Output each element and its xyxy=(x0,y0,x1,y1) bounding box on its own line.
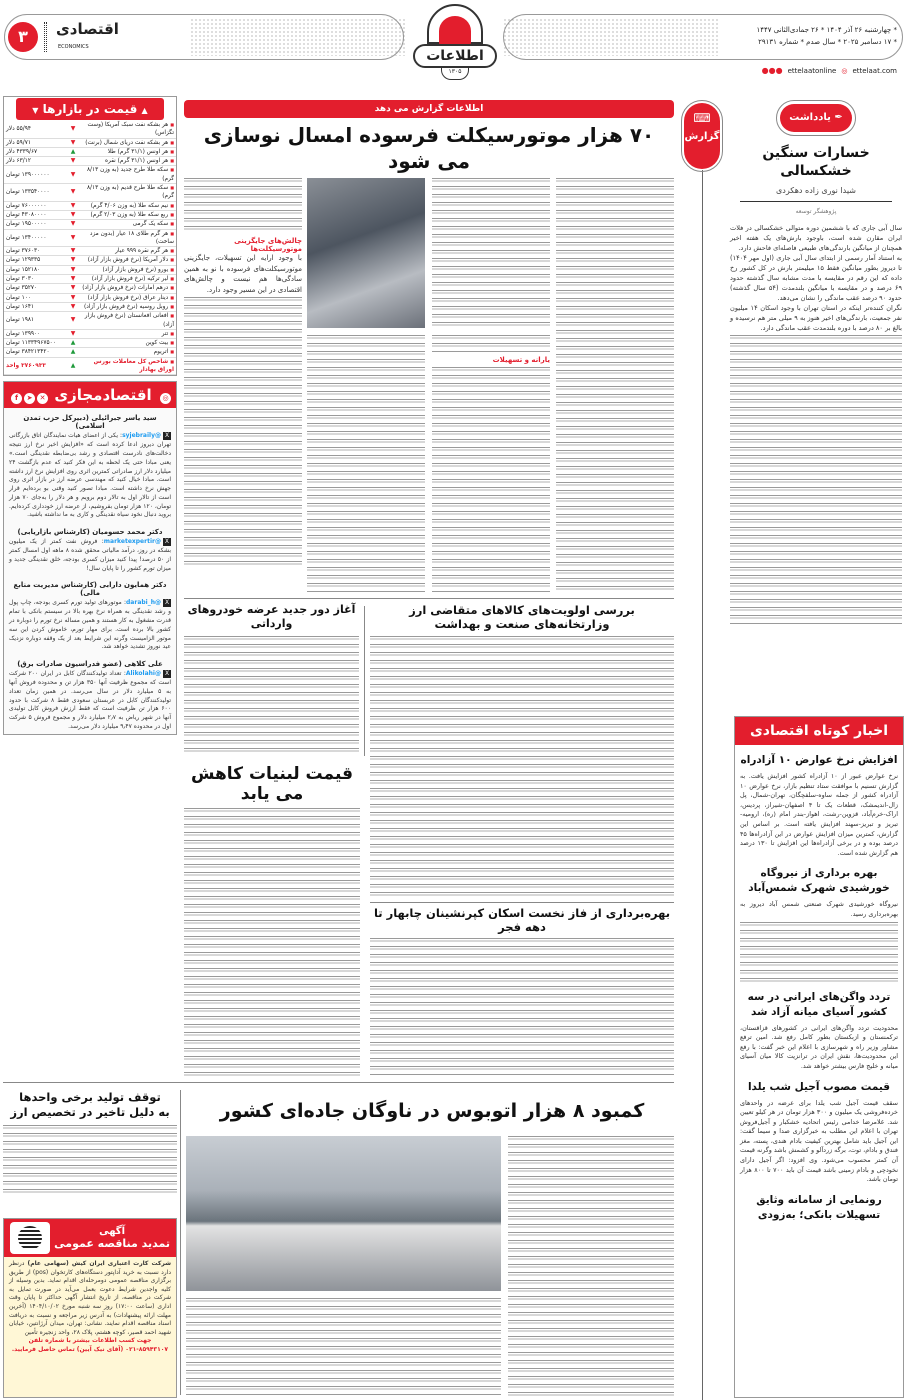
article-headline-bus xyxy=(190,1088,674,1134)
price-row xyxy=(4,230,176,248)
price-value: ۱۶۴۱ تومان xyxy=(6,303,35,310)
price-table xyxy=(4,121,176,375)
post-text: موتورهای تولید تورم کسری بودجه، چاپ پول و رشد نقدینگی به همراه نرخ بهره بالا در سیستم بانکی با تمام قدرت مشغول به کار هستند و همین مساله نرخ تورم را دوباره در کشور بالا برده است. برای مهار تورم، خاموش کردن این سه موتور الزامیست وگرنه این شرایط بعد از یک وقفه دوباره نزدیک عید نوروز تشدید خواهد شد. xyxy=(9,599,171,651)
price-item-name: ■ هر گرم نقره ۹۹۹ عیار xyxy=(78,247,174,255)
price-row xyxy=(4,184,176,202)
company-logo xyxy=(10,1222,50,1254)
market-prices-title xyxy=(16,98,164,120)
date-line: * چهارشنبه ۲۶ آذر ۱۴۰۴ * ۲۶ جمادی‌الثانی ۱۴۴۷ xyxy=(756,26,897,34)
brief-text: سقف قیمت آجیل شب یلدا برای عرضه در واحدهای خرده‌فروشی یک میلیون و ۳۰۰ هزار تومان در هر کیلو تعیین شد. غلامرضا خدامی رئیس اتحادیه خشکبار و آجیل‌فروش تهران با اعلام این مطلب به خبرگزاری صدا و سیما گفت: این آجیل باید شامل بهترین کیفیت بادام هندی، پسته، مغز فندق و بادام، توت، برگه زردآلو و کشمش باشد وگرنه قیمت آن کمتر محسوب می‌شود. وی افزود: اگر آجیل دارای نخودچی و بادام زمینی باشد قیمت آن باید ۷۰۰ تا ۸۰۰ هزار تومان باشد. xyxy=(740,1098,899,1184)
arrow-down-icon: ▼ xyxy=(32,106,39,115)
article-body xyxy=(370,636,674,896)
divider xyxy=(44,22,47,52)
editorial-paragraph: نگران کننده‌تر اینکه در استان تهران با وجود اسکان ۱۴ میلیون نفر جمعیت، بارندگی‌های اخیر هنوز به ۹ میلی متر هم نرسیده و بالغ بر ۸۰ درصد با دوره بلندمدت عقب ماندگی دارد. xyxy=(730,304,902,332)
price-value: ۱۹۵۰۰۰۰۰ تومان xyxy=(6,221,47,228)
briefs-list xyxy=(735,745,903,1235)
price-item-name: ■ دینار عراق (نرخ فروش بازار آزاد) xyxy=(78,294,174,302)
price-row xyxy=(4,358,176,376)
telegram-icon: ●●● xyxy=(761,66,783,75)
editorial-paragraph: به استناد آمار رسمی از ابتدای سال آبی جاری (اول مهر ۱۴۰۴) تا دیروز بطور میانگین فقط ۱۵ میلیمتر بارش در کل کشور رخ داده که این رقم در مقایسه با مدت مشابه سال گذشته حدود ۶۹ درصد و در مقایسه با میانگین بلندمدت (۵۴ سال گذشته) حدود ۹۰ درصد عقب ماندگی را نشان می‌دهد. xyxy=(730,254,903,302)
economic-briefs-box xyxy=(734,716,904,1398)
section-title-en: ECONOMICS xyxy=(58,44,89,50)
price-item-name: ■ هر اونس (۳۱/۱ گرم) نقره xyxy=(78,157,174,165)
lead-subheading: چالش‌های جایگزینی موتورسیکلت‌ها xyxy=(234,237,302,253)
ad-body: درنظر دارد نسبت به خرید آداپتور دستگاه‌های کارتخوان (pos) از طریق برگزاری مناقصه عمومی دومرحله‌ای اقدام نماید. بدین وسیله از کلیه واجدین شرایط دعوت بعمل می‌آید در صورت تمایل به شرکت در مناقصه، از تاریخ انتشار آگهی حداکثر تا پایان وقت اداری (ساعت ۱۷:۰۰) روز سه شنبه مورخ ۱۴۰۴/۱۰/۰۲ (آخرین مهلت ارائه پیشنهادات) به آدرس زیر مراجعه و نسبت به دریافت اسناد مناقصه اقدام نمایند. نشانی: تهران، میدان آرژانتین، خیابان شهید احمد قصیر، کوچه هشتم، پلاک ۲۸، واحد زنجیره تأمین xyxy=(9,1260,171,1336)
arrow-down-icon: ▼ xyxy=(70,210,76,218)
editorial-paragraph: سال آبی جاری که با ششمین دوره متوالی خشکسالی در فلات ایران مقارن شده است، باوجود بارش‌های یک هفته اخیر همچنان از میانگین بارندگی‌های طبیعی فاصله‌ای فاحش دارد. xyxy=(730,224,902,252)
price-value: ۱۲۹۳۳۵ تومان xyxy=(6,257,41,264)
price-value: ۴۳۳۹/۶۷ دلار xyxy=(6,148,38,155)
price-item-name: ■ افغانی افغانستان (نرخ فروش بازار آزاد) xyxy=(78,312,174,329)
price-item-name: ■ لیر ترکیه (نرخ فروش بازار آزاد) xyxy=(78,275,174,283)
column-rule xyxy=(702,170,703,1400)
social-post: دکتر محمد حسومیان (کارشناس بازاریابی) X@marketexpertir: فروش نفت کمتر از یک میلیون بشکه در روز، درآمد مالیاتی محقق شده ۸ ماهه اول امسال کمتر از ۵۰ درصد! پیدا کنید میزان کسری بودجه، خلق نقدینگی جدید و میزان تورم کشور را تا پایان سال! xyxy=(9,528,172,572)
price-value: ۳۵۲۷۰ تومان xyxy=(6,285,38,292)
market-prices-box xyxy=(3,96,177,376)
lead-paragraph: با وجود ارایه این تسهیلات، جایگزینی موتورسیکلت‌های فرسوده با نو به همین سادگی‌ها هم نیست و چالش‌های اقتصادی در این مسیر وجود دارد. xyxy=(184,254,302,294)
price-item-name: ■ نیم سکه طلا (به وزن ۴/۰۶ گرم) xyxy=(78,202,174,210)
price-value: ۱۳۹۰۰۰۰۰۰ تومان xyxy=(6,171,50,178)
arrow-down-icon: ▼ xyxy=(70,201,76,209)
price-row xyxy=(4,166,176,184)
arrow-down-icon: ▼ xyxy=(70,157,76,165)
price-row xyxy=(4,247,176,256)
arrow-down-icon: ▼ xyxy=(70,293,76,301)
price-item-name: ■ روبل روسیه (نرخ فروش بازار آزاد) xyxy=(78,303,174,311)
logo-year: ۱۳۰۵ xyxy=(441,68,469,80)
post-author: سید یاسر جبرائیلی (دبیرکل حزب تمدن اسلامی) xyxy=(23,414,157,431)
price-value: ۱۳۹۹۰۰ تومان xyxy=(6,330,41,337)
masthead-pattern xyxy=(503,18,718,56)
social-posts xyxy=(4,408,176,734)
web-links xyxy=(762,66,897,75)
price-row xyxy=(4,266,176,275)
price-value: ۱۹۸۱ تومان xyxy=(6,317,35,324)
price-row xyxy=(4,148,176,157)
lead-kicker: اطلاعات گزارش می دهد xyxy=(184,100,674,118)
social-box-title: اقتصادمجازی xyxy=(54,386,152,405)
arrow-up-icon: ▲ xyxy=(141,106,148,115)
market-prices-title-text: قیمت در بازارها xyxy=(42,102,138,116)
lead-body-col xyxy=(432,178,550,328)
price-item-name: ■ دلار آمریکا (نرخ فروش بازار آزاد) xyxy=(78,256,174,264)
post-text: فروش نفت کمتر از یک میلیون بشکه در روز، درآمد مالیاتی محقق شده ۸ ماهه اول امسال کمتر از ۵۰ درصد! پیدا کنید میزان کسری بودجه، خلق نقدینگی جدید و میزان تورم کشور را تا پایان سال! xyxy=(9,538,172,572)
section-title: اقتصادی xyxy=(56,20,119,38)
price-row xyxy=(4,139,176,148)
price-value: ۴۳۰۸۰۰۰۰ تومان xyxy=(6,211,47,218)
price-item-name: ■ هر بشکه نفت دریای شمال (برنت) xyxy=(78,139,174,147)
post-text: تعداد تولیدکنندگان کابل در ایران ۲۰۰ شرکت است که مجموع ظرفیت آنها ۳۵۰ هزار تن و محدوده فروش آنها به ۵ میلیارد دلار در سال می‌رسد. در همین زمان تعداد تولیدکنندگان کابل در عربستان سعودی فقط ۸ شرکت با حدود ۶۰۰ هزار تن ظرفیت است که فقط ارزش فروش کابل تولیدی آنها در شهر ریاض به ۲٫۷ میلیارد دلار و مجموع فروش ۵ شرکت اول در محدوده ۹٫۴۷ میلیارد دلار می‌رسد. xyxy=(9,670,172,731)
arrow-down-icon: ▼ xyxy=(70,256,76,264)
x-icon: X xyxy=(164,432,170,440)
divider xyxy=(184,598,674,599)
price-item-name: ■ شاخص کل معاملات بورس اوراق بهادار xyxy=(78,358,174,375)
price-row xyxy=(4,294,176,303)
tender-advertisement xyxy=(3,1218,177,1398)
price-row xyxy=(4,339,176,348)
post-handle[interactable]: @syjebraily xyxy=(122,432,161,440)
arrow-down-icon: ▼ xyxy=(70,233,76,241)
price-row xyxy=(4,211,176,220)
article-body xyxy=(3,1125,177,1197)
post-handle[interactable]: @Alikolahi xyxy=(125,670,161,678)
social-economy-box xyxy=(3,381,177,735)
page-number: ۳ xyxy=(8,22,38,52)
price-value: ۱۰۰ تومان xyxy=(6,294,31,301)
price-row xyxy=(4,275,176,284)
arrow-down-icon: ▼ xyxy=(70,302,76,310)
price-value: ۵۵/۹۴ دلار xyxy=(6,126,31,133)
price-row xyxy=(4,303,176,312)
brief-item xyxy=(740,753,898,858)
brief-item xyxy=(740,866,898,981)
post-author: علی کلاهی (عضو فدراسیون صادرات برق) xyxy=(17,660,163,669)
article-body xyxy=(508,1136,674,1396)
arrow-up-icon: ▲ xyxy=(70,348,76,356)
price-value: ۶۳/۱۲ دلار xyxy=(6,158,31,165)
brief-item xyxy=(740,990,898,1072)
arrow-up-icon: ▲ xyxy=(70,361,76,369)
divider xyxy=(370,902,674,903)
logo-figure xyxy=(439,16,471,46)
arrow-down-icon: ▼ xyxy=(70,284,76,292)
price-item-name: ■ هر گرم طلای ۱۸ عیار (بدون مزد ساخت) xyxy=(78,230,174,247)
price-row xyxy=(4,348,176,357)
arrow-down-icon: ▼ xyxy=(70,138,76,146)
lead-body-col xyxy=(184,178,302,593)
editorial-column xyxy=(730,100,902,708)
price-value: ۳۷۶۰۳۰ تومان xyxy=(6,248,41,255)
editorial-badge: یادداشت xyxy=(789,112,831,123)
typewriter-icon: ⌨ xyxy=(693,111,711,125)
article-headline-bank-fx: بررسی اولویت‌های کالاهای متقاضی ارز وزارتخانه‌های صنعت و بهداشت xyxy=(409,603,635,631)
price-item-name: ■ سکه طلا طرح قدیم (به وزن ۸/۱۳ گرم) xyxy=(78,184,174,201)
price-item-name: ■ سکه طلا طرح جدید (به وزن ۸/۱۳ گرم) xyxy=(78,166,174,183)
social-handle[interactable]: ettelaatonline xyxy=(787,66,837,75)
report-badge-label: گزارش xyxy=(684,131,720,142)
article-body xyxy=(370,938,674,1076)
logo-text: اطلاعات xyxy=(413,44,497,68)
social-post: علی کلاهی (عضو فدراسیون صادرات برق) X@Alikolahi: تعداد تولیدکنندگان کابل در ایران ۲۰۰ شرکت است که مجموع ظرفیت آنها ۳۵۰ هزار تن و محدوده فروش آنها به ۵ میلیارد دلار در سال می‌رسد. در همین زمان تعداد تولیدکنندگان کابل در عربستان سعودی فقط ۸ شرکت با حدود ۶۰۰ هزار تن ظرفیت است که فقط ارزش فروش کابل تولیدی آنها در شهر ریاض به ۲٫۷ میلیارد دلار و مجموع فروش ۵ شرکت اول در محدوده ۹٫۴۷ میلیارد دلار می‌رسد. xyxy=(9,660,172,731)
price-value: ۵۹/۷۱ دلار xyxy=(6,139,31,146)
brief-item xyxy=(740,1080,898,1185)
price-item-name: ■ بیت کوین xyxy=(78,339,174,347)
price-value: ۱۳۳۵۴۰۰۰۰ تومان xyxy=(6,189,50,196)
ad-header xyxy=(4,1219,176,1257)
post-author: دکتر محمد حسومیان (کارشناس بازاریابی) xyxy=(17,528,163,537)
facebook-icon: f xyxy=(11,393,22,404)
ettelaat-logo xyxy=(413,2,497,86)
arrow-down-icon: ▼ xyxy=(70,316,76,324)
instagram-icon: ◎ xyxy=(841,66,848,75)
arrow-down-icon: ▼ xyxy=(70,170,76,178)
arrow-down-icon: ▼ xyxy=(70,329,76,337)
masthead-pattern xyxy=(190,18,405,56)
price-item-name: ■ هر اونس (۳۱/۱ گرم) طلا xyxy=(78,148,174,156)
arrow-down-icon: ▼ xyxy=(70,275,76,283)
price-row xyxy=(4,284,176,293)
price-row xyxy=(4,157,176,166)
price-item-name: ■ هر بشکه نفت سبک آمریکا (وست تگزاس) xyxy=(78,121,174,138)
divider xyxy=(180,1090,181,1395)
price-row xyxy=(4,220,176,229)
report-badge xyxy=(681,100,723,172)
article-body xyxy=(186,1298,501,1396)
x-icon: ✕ xyxy=(37,393,48,404)
price-value: ۳۷۶۰۹۳۳ واحد xyxy=(6,362,46,369)
post-text: یکی از اعضای هیات نمایندگان اتاق بازرگانی تهران دیروز ادعا کرده است که «افزایش اخیر نرخ ارز نتیجه دخالت‌های نادرست اقتصادی و رشد بی‌ضابطه نقدینگی است.» یعنی مبادا حتی یک لحظه به این فکر کنید که عدم بازگشت ۲۴ میلیارد دلار ارز صادراتی کمترین اثری روی افزایش نرخ ارز داشته است. مبادا خیال کنید که مهندسی عرضه ارز در بازار اثری روی جهش نرخ داشته است. مبادا تصور کنید وقتی بو برده‌ایم قرار است از تالار اول به تالار دوم برویم و هر دلار را به‌جای ۷۰ هزار تومان، ۱۲۰ هزار تومان بفروشیم، از عرضه ارز خودداری کرده‌ایم. بروید دنبال نخود سیاه نقدینگی و کاری به ما نداشته باشید. xyxy=(9,432,172,519)
brief-text: محدودیت تردد واگن‌های ایرانی در کشورهای قزاقستان، ترکمنستان و ازبکستان بطور کامل رفع شد. امین ترفع مشاور وزیر راه و شهرسازی با اعلام این خبر گفت: با رفع این محدودیت‌ها، نقش ایران در ترانزیت کالا میان آسیای میانه و خلیج فارس بیشتر خواهد شد. xyxy=(740,1023,898,1070)
article-headline-chabahar: بهره‌برداری از فاز نخست اسکان کپرنشینان چابهار تا دهه فجر xyxy=(373,906,671,934)
social-post: سید یاسر جبرائیلی (دبیرکل حزب تمدن اسلامی) X@syjebraily: یکی از اعضای هیات نمایندگان اتاق بازرگانی تهران دیروز ادعا کرده است که «افزایش اخیر نرخ ارز نتیجه دخالت‌های نادرست اقتصادی و رشد بی‌ضابطه نقدینگی است.» یعنی مبادا حتی یک لحظه به این فکر کنید که عدم بازگشت ۲۴ میلیارد دلار ارز صادراتی کمترین اثری روی افزایش نرخ ارز داشته است. مبادا خیال کنید که مهندسی عرضه ارز در بازار اثری روی جهش نرخ داشته است. مبادا تصور کنید وقتی بو برده‌ایم قرار است از تالار اول به تالار دوم برویم و هر دلار را به‌جای ۷۰ هزار تومان، ۱۲۰ هزار تومان بفروشیم، از عرضه ارز خودداری کرده‌ایم. بروید دنبال نخود سیاه نقدینگی و کاری به ما نداشته باشید. xyxy=(9,414,172,519)
ad-company: شرکت کارت اعتباری ایران کیش (سهامی عام) xyxy=(27,1260,171,1267)
instagram-icon: ◎ xyxy=(160,393,171,404)
lead-body-col xyxy=(307,335,425,593)
article-headline-imported-cars: آغاز دور جدید عرضه خودروهای وارداتی xyxy=(187,603,356,630)
price-value: ۱۵۲۱۸۰ تومان xyxy=(6,266,41,273)
brief-text: نرخ عوارض عبور از ۱۰ آزادراه کشور افزایش یافت. به گزارش تسنیم با موافقت ستاد تنظیم بازار، نرخ عوارض ۱۰ آزادراه کشور از جمله ساوه-سلفچگان، تهران-شمال، پل زال-اندیمشک، قطعات یک تا ۴ اصفهان-شیراز، پردیس، اراک-خرم‌آباد، قزوین-رشت، اهواز-بندر امام (ره)، ارومیه-تبریز و تبریز-سهند افزایش یافته است. بر اساس این گزارش، کمترین میزان افزایش عوارض در این آزادراه‌ها ۴۵ درصد بوده و در برخی آزادراه‌ها این افزایش تا ۱۳۰ درصد هم گزارش شده است. xyxy=(740,772,898,857)
quill-icon: ✒ xyxy=(830,112,843,123)
price-row xyxy=(4,330,176,339)
brief-text: نیروگاه خورشیدی شهرک صنعتی شمس آباد دیروز به بهره‌برداری رسید. xyxy=(740,900,898,918)
editorial-title: خسارات سنگین خشکسالی xyxy=(762,145,870,179)
price-item-name: ■ سکه یک گرمی xyxy=(78,220,174,228)
editorial-author: شیدا نوری زاده دهکردی xyxy=(776,186,856,195)
brief-title: بهره برداری از نیروگاه خورشیدی شهرک شمس‌آباد xyxy=(748,867,890,895)
price-value: ۳۸۴۲۱۳۴۲۰ تومان xyxy=(6,349,50,356)
ad-label: آگهی xyxy=(99,1226,126,1237)
briefs-title: اخبار کوتاه اقتصادی xyxy=(735,717,903,745)
arrow-up-icon: ▲ xyxy=(70,147,76,155)
brief-body xyxy=(740,922,898,982)
post-handle[interactable]: @marketexpertir xyxy=(103,538,161,546)
price-item-name: ■ یورو (نرخ فروش بازار آزاد) xyxy=(78,266,174,274)
divider xyxy=(364,606,365,756)
x-icon: X xyxy=(164,538,170,546)
article-headline-bus-text: کمبود ۸ هزار اتوبوس در ناوگان جاده‌ای کشور xyxy=(219,1100,645,1122)
arrow-down-icon: ▼ xyxy=(70,247,76,255)
brief-item xyxy=(740,1193,898,1223)
social-icons xyxy=(9,386,48,404)
price-row xyxy=(4,202,176,211)
arrow-down-icon: ▼ xyxy=(70,265,76,273)
brief-title: رونمایی از سامانه وثایق تسهیلات بانکی؛ به‌زودی xyxy=(756,1193,882,1221)
issue-line: * ۱۷ دسامبر ۲۰۲۵ * سال صدم * شماره ۲۹۱۳۱ xyxy=(758,38,897,46)
left-column xyxy=(3,96,177,735)
price-value: ۷۶۰۰۰۰۰۰ تومان xyxy=(6,202,47,209)
ad-title: تمدید مناقصه عمومی xyxy=(54,1237,170,1250)
ad-contact: جهت کسب اطلاعات بیشتر با شماره تلفن ۸۵۹۴۳۱۰۷-۰۲۱ (آقای نیک آیین) تماس حاصل فرمایید. xyxy=(11,1337,169,1353)
article-body xyxy=(184,636,359,753)
price-value: ۳۰۳۰ تومان xyxy=(6,276,35,283)
buses-photo xyxy=(186,1136,501,1291)
lead-body-col xyxy=(556,178,674,593)
article-headline-dairy: قیمت لبنیات کاهش می یابد xyxy=(190,764,354,804)
post-handle[interactable]: @darabi_h xyxy=(126,599,161,607)
price-row xyxy=(4,312,176,330)
lead-body-col xyxy=(432,335,550,593)
masthead xyxy=(0,0,907,90)
x-icon: X xyxy=(164,670,170,678)
social-box-header xyxy=(4,382,176,408)
motorcycles-photo xyxy=(307,178,425,328)
article-body xyxy=(184,808,360,1076)
x-icon: X xyxy=(164,599,170,607)
brief-title: تردد واگن‌های ایرانی در سه کشور آسیای میانه آزاد شد xyxy=(747,990,891,1018)
divider xyxy=(3,1082,674,1083)
price-item-name: ■ اتریوم xyxy=(78,348,174,356)
arrow-down-icon: ▼ xyxy=(70,125,76,133)
brief-title: قیمت مصوب آجیل شب یلدا xyxy=(747,1080,891,1093)
lead-subheading: یارانه و تسهیلات xyxy=(492,356,550,364)
brief-title: افزایش نرخ عوارض ۱۰ آزادراه xyxy=(740,754,898,766)
lead-headline xyxy=(184,121,674,175)
price-row xyxy=(4,121,176,139)
editorial-author-role: پژوهشگر توسعه xyxy=(795,208,837,215)
arrow-down-icon: ▼ xyxy=(70,188,76,196)
article-headline: توقف تولید برخی واحدها xyxy=(19,1090,161,1104)
telegram-icon: ➤ xyxy=(24,393,35,404)
arrow-up-icon: ▲ xyxy=(70,339,76,347)
website-link[interactable]: ettelaat.com xyxy=(852,66,897,75)
price-item-name: ■ تتر xyxy=(78,330,174,338)
price-item-name: ■ درهم امارات (نرخ فروش بازار آزاد) xyxy=(78,284,174,292)
social-post: دکتر همایون دارابی (کارشناس مدیریت منابع مالی) X@darabi_h: موتورهای تولید تورم کسری بودجه، چاپ پول و رشد نقدینگی به همراه نرخ بهره بالا در سیستم بانکی با تمام قدرت مشغول به کار هستند و همین مساله نرخ تورم را دوباره در کشور بالا برده است. برای مهار تورم، خاموش کردن این سه موتور الزامیست وگرنه این شرایط بعد از یک وقفه دوباره نزدیک عید نوروز تشدید خواهد شد. xyxy=(9,581,171,651)
price-row xyxy=(4,256,176,265)
arrow-down-icon: ▼ xyxy=(70,220,76,228)
price-item-name: ■ ربع سکه طلا (به وزن ۲/۰۳ گرم) xyxy=(78,211,174,219)
price-value: ۱۱۳۳۴۹۶۷۵۰۰ تومان xyxy=(6,340,56,347)
lead-headline-text: ۷۰ هزار موتورسیکلت فرسوده امسال نوسازی می شود xyxy=(203,123,655,173)
post-author: دکتر همایون دارابی (کارشناس مدیریت منابع مالی) xyxy=(13,581,167,598)
editorial-body xyxy=(730,335,902,625)
article-headline: به دلیل تاخیر در تخصیص ارز xyxy=(10,1105,170,1119)
price-value: ۱۳۴۰۰۰۰۰ تومان xyxy=(6,234,47,241)
article-production-halt xyxy=(3,1090,177,1214)
